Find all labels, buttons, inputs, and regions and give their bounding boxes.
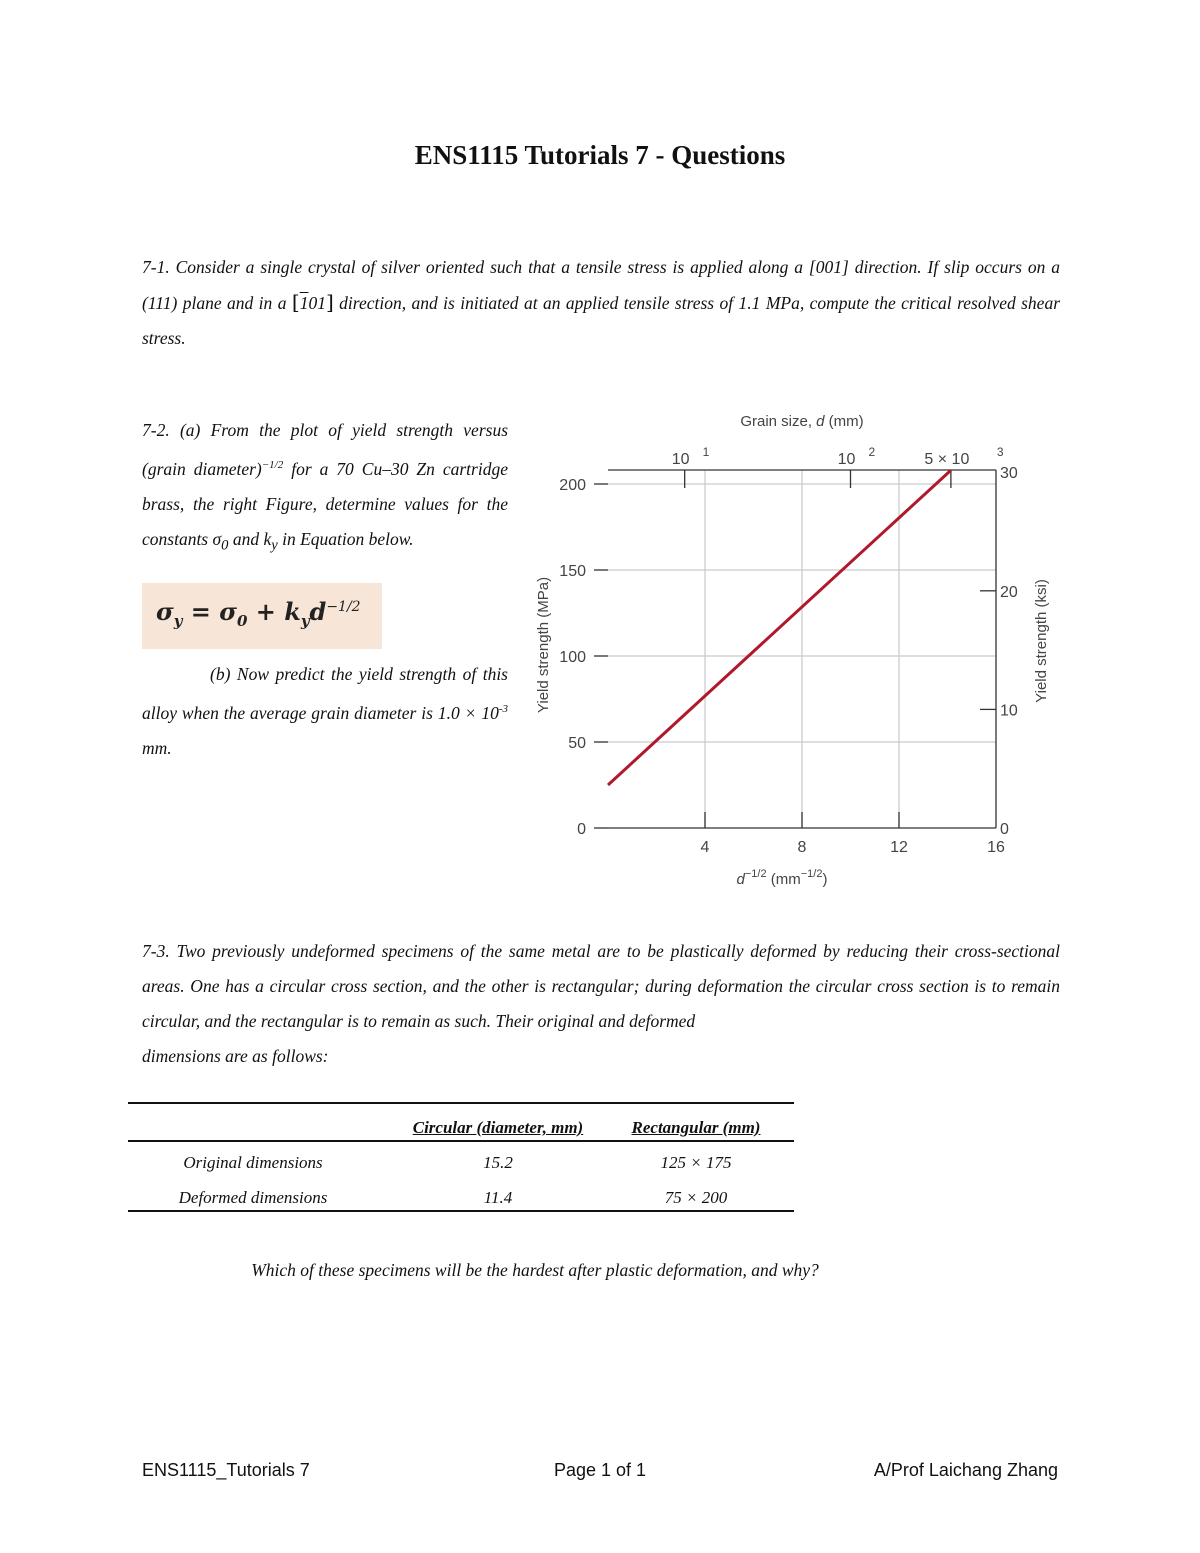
q2-k-sub: y — [271, 537, 278, 554]
top-tick-label: 10 — [671, 451, 690, 468]
eq-sigma: σ — [156, 597, 174, 626]
closing-question: Which of these specimens will be the hardest after plastic deformation, and why? — [251, 1260, 819, 1280]
q1-dir-open: [ — [291, 290, 300, 314]
q2-sigma-sub: 0 — [221, 537, 229, 554]
q1-dir-close: ] — [325, 290, 334, 314]
q1-dir-rest: 01 — [308, 293, 326, 313]
eq-d: d — [309, 597, 327, 626]
top-tick-exponent: 2 — [868, 445, 876, 459]
table-row-label: Original dimensions — [183, 1153, 323, 1172]
question-7-1 — [142, 250, 1060, 356]
y-axis-label: Yield strength (MPa) — [535, 576, 552, 714]
table-cell: 11.4 — [483, 1188, 513, 1207]
y2-tick-label: 10 — [1000, 702, 1018, 720]
q2-number: 7-2. — [142, 420, 170, 440]
top-tick-label: 10 — [837, 451, 856, 468]
q2-text-a3: and — [232, 528, 260, 549]
q3-number: 7-3. — [142, 941, 170, 961]
top-tick-exponent: 1 — [702, 445, 710, 459]
top-tick-exponent: 3 — [996, 445, 1004, 459]
x-tick-label: 8 — [797, 839, 807, 856]
q2-text-b1: (b) Now predict the yield strength of this alloy when the average grain diameter is 1.0 × 10 — [142, 664, 508, 723]
q2-exp: −1/2 — [261, 459, 284, 471]
footer-left: ENS1115_Tutorials 7 — [142, 1460, 310, 1480]
q1-text-part2: direction, and is initiated at an applied tensile stress of 1.1 MPa, compute the critical resolved shear stress. — [142, 293, 1061, 348]
q3-text: Two previously undeformed specimens of the same metal are to be plastically deformed by reducing their cross-sectional areas. One has a circular cross section, and the other is rectangular; during deformation the circular cross section is to remain circular, and the rectangular is to remain as such. Their original and deformed — [142, 941, 1061, 1031]
y-tick-label: 50 — [568, 735, 586, 752]
q2-k: k — [263, 528, 272, 549]
question-7-2a — [142, 413, 508, 563]
top-axis-label: Grain size, d (mm) — [740, 413, 864, 430]
q2-b-exp: -3 — [498, 703, 508, 715]
table-header-circular: Circular (diameter, mm) — [412, 1118, 584, 1137]
footer-author: A/Prof Laichang Zhang — [873, 1460, 1058, 1480]
chart-ticks — [594, 470, 996, 828]
y2-axis-label: Yield strength (ksi) — [1033, 579, 1050, 703]
y-tick-label: 150 — [559, 563, 586, 580]
footer-page-number: Page 1 of 1 — [553, 1460, 647, 1480]
top-tick-label: 5 × 10 — [924, 451, 970, 468]
y2-tick-label: 30 — [1000, 465, 1018, 483]
q1-number: 7-1. — [142, 257, 170, 277]
page-title: ENS1115 Tutorials 7 - Questions — [414, 140, 786, 170]
table-bottom-rule — [128, 1210, 794, 1212]
q1-dir-bar: 1 — [299, 293, 309, 313]
eq-plus: + k — [247, 597, 301, 626]
x-axis-label: $d^{-1/2}$ $(mm^{-1/2})$ — [736, 868, 828, 888]
table-cell: 125 × 175 — [660, 1153, 732, 1172]
q3-last-line: dimensions are as follows: — [142, 1046, 329, 1066]
table-row-label: Deformed dimensions — [178, 1188, 328, 1207]
y2-tick-label: 0 — [1000, 821, 1009, 838]
q2-text-a4: in Equation below. — [282, 528, 414, 549]
question-7-2b — [142, 657, 508, 766]
grid-lines — [608, 470, 996, 828]
eq-sub-y2: y — [300, 611, 310, 630]
table-cell: 15.2 — [483, 1153, 513, 1172]
x-tick-label: 16 — [987, 839, 1005, 856]
q2-text-a2: for a 70 Cu–30 Zn cartridge brass, the right Figure, determine values for the constants — [142, 458, 508, 549]
x-tick-label: 12 — [890, 839, 908, 856]
yield-strength-chart — [520, 400, 1080, 900]
q2-text-b2: mm. — [142, 737, 172, 758]
table-cell: 75 × 200 — [664, 1188, 728, 1207]
y-tick-label: 100 — [559, 649, 586, 666]
table-top-rule — [128, 1102, 794, 1104]
eq-mid: = σ — [182, 597, 237, 626]
eq-sub-y: y — [173, 611, 183, 630]
x-tick-label: 4 — [700, 839, 710, 856]
y-tick-label: 0 — [577, 821, 586, 838]
q1-text-part1: Consider a single crystal of silver oriented such that a tensile stress is applied along a [001] direction. If slip occurs on a (111) plane and in a — [142, 257, 1060, 313]
eq-sub-0: 0 — [236, 611, 248, 630]
hall-petch-equation — [156, 597, 361, 630]
y2-tick-label: 20 — [1000, 583, 1018, 601]
q2-text-a1: (a) From the plot of yield strength versus (grain diameter) — [142, 420, 508, 479]
question-7-3 — [142, 934, 1060, 1074]
table-header-rectangular: Rectangular (mm) — [631, 1118, 761, 1137]
table-header-rule — [128, 1140, 794, 1142]
eq-exp: −1/2 — [326, 599, 361, 615]
q2-sigma: σ — [212, 528, 222, 549]
y-tick-label: 200 — [559, 477, 586, 494]
equation-box — [142, 583, 382, 649]
